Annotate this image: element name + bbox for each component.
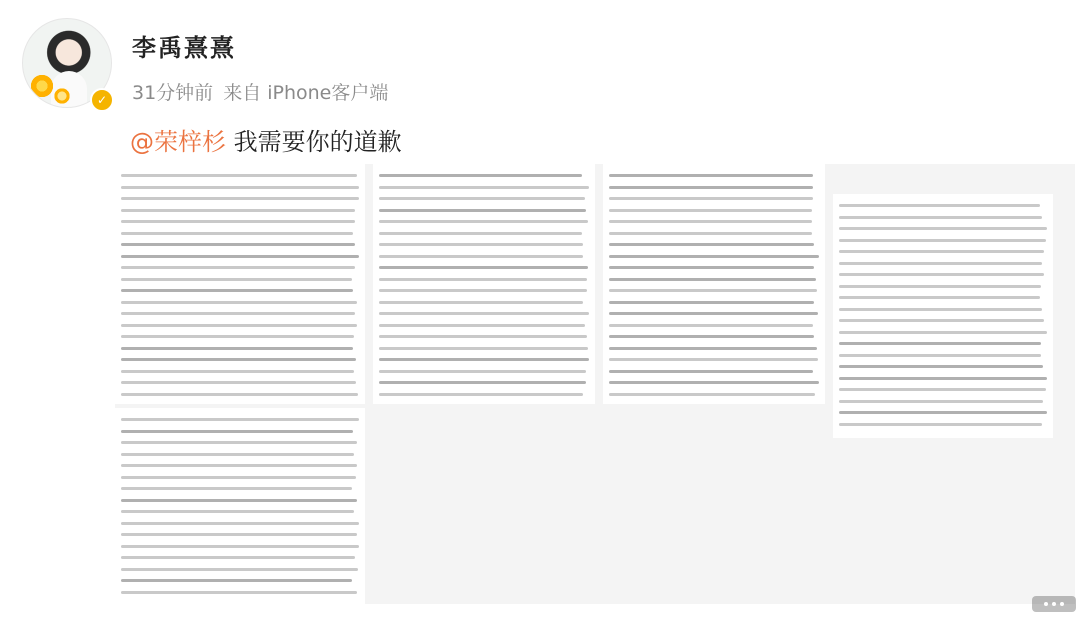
letter-text-line [379, 186, 589, 189]
letter-page [603, 164, 825, 404]
letter-text-line [121, 186, 359, 189]
letter-text-line [121, 453, 354, 456]
letter-text-line [839, 227, 1047, 230]
letter-text-line [609, 197, 813, 200]
more-dots-icon[interactable] [1032, 596, 1076, 612]
letter-text-line [121, 568, 358, 571]
letter-text-line [839, 400, 1043, 403]
letter-text-line [379, 301, 583, 304]
post-meta [132, 78, 388, 105]
letter-text-line [121, 533, 357, 536]
letter-text-line [839, 273, 1044, 276]
letter-text-line [609, 347, 817, 350]
letter-text-line [121, 430, 353, 433]
letter-text-line [839, 365, 1043, 368]
letter-text-line [121, 174, 357, 177]
letter-text-line [839, 377, 1047, 380]
letter-text-line [609, 301, 814, 304]
letter-text-line [609, 243, 814, 246]
letter-text-line [609, 232, 812, 235]
letter-text-line [839, 296, 1040, 299]
letter-text-line [609, 174, 813, 177]
letter-text-line [121, 499, 357, 502]
letter-text-line [121, 441, 357, 444]
letter-text-line [121, 476, 356, 479]
letter-text-line [839, 319, 1044, 322]
letter-text-line [121, 393, 358, 396]
letter-text-line [839, 285, 1041, 288]
letter-text-line [121, 522, 359, 525]
letter-text-line [609, 278, 816, 281]
letter-text-line [379, 370, 586, 373]
letter-text-line [379, 381, 586, 384]
letter-text-line [121, 381, 356, 384]
letter-text-line [839, 216, 1042, 219]
letter-text-line [121, 220, 355, 223]
post-source: 来自 iPhone客户端 [223, 82, 389, 104]
letter-text-line [121, 301, 357, 304]
mention-link[interactable]: @荣梓杉 [130, 128, 226, 156]
letter-text-line [839, 354, 1041, 357]
letter-text-line [121, 289, 353, 292]
letter-text-line [379, 312, 589, 315]
post-header [22, 18, 1072, 118]
letter-page [833, 194, 1053, 438]
post-body: 我需要你的道歉 [226, 128, 402, 156]
letter-text-line [121, 487, 352, 490]
attached-letter-image[interactable] [115, 164, 1075, 604]
letter-text-line [121, 335, 354, 338]
letter-text-line [379, 324, 585, 327]
letter-text-line [379, 289, 587, 292]
letter-text-line [839, 411, 1047, 414]
letter-text-line [121, 347, 353, 350]
letter-text-line [839, 331, 1047, 334]
letter-text-line [379, 220, 588, 223]
letter-text-line [379, 197, 585, 200]
letter-text-line [121, 209, 355, 212]
letter-text-line [121, 418, 359, 421]
letter-text-line [121, 197, 359, 200]
letter-text-line [121, 255, 359, 258]
letter-text-line [121, 370, 354, 373]
letter-text-line [379, 335, 587, 338]
post-text [130, 122, 402, 157]
verified-badge-icon: ✓ [90, 88, 114, 112]
letter-page [115, 164, 365, 404]
letter-text-line [379, 255, 583, 258]
letter-text-line [609, 209, 812, 212]
letter-text-line [121, 545, 359, 548]
letter-text-line [121, 579, 352, 582]
letter-text-line [839, 204, 1040, 207]
letter-text-line [609, 393, 815, 396]
letter-text-line [121, 312, 355, 315]
letter-text-line [121, 243, 355, 246]
letter-text-line [379, 232, 582, 235]
letter-text-line [121, 464, 357, 467]
letter-text-line [609, 220, 812, 223]
letter-text-line [121, 591, 357, 594]
letter-text-line [609, 370, 813, 373]
letter-text-line [839, 308, 1042, 311]
username[interactable]: 李禹熹熹 [132, 34, 236, 62]
flower-decoration [53, 87, 71, 105]
letter-text-line [379, 347, 588, 350]
letter-text-line [609, 312, 818, 315]
letter-text-line [379, 358, 589, 361]
flower-decoration [29, 73, 55, 99]
letter-text-line [609, 266, 814, 269]
letter-page [115, 408, 365, 604]
letter-text-line [609, 358, 818, 361]
letter-text-line [609, 186, 813, 189]
letter-text-line [121, 324, 357, 327]
letter-text-line [839, 342, 1041, 345]
letter-text-line [839, 250, 1044, 253]
letter-text-line [121, 510, 354, 513]
letter-page [373, 164, 595, 404]
letter-text-line [839, 423, 1042, 426]
letter-text-line [379, 393, 583, 396]
post-time[interactable]: 31分钟前 [132, 82, 214, 104]
letter-text-line [839, 239, 1046, 242]
letter-text-line [379, 174, 582, 177]
letter-text-line [379, 278, 587, 281]
letter-text-line [609, 381, 819, 384]
letter-text-line [609, 255, 819, 258]
letter-text-line [121, 232, 353, 235]
letter-text-line [379, 209, 586, 212]
letter-text-line [839, 388, 1046, 391]
letter-text-line [609, 289, 817, 292]
letter-text-line [121, 556, 355, 559]
letter-text-line [379, 243, 583, 246]
letter-text-line [609, 335, 814, 338]
letter-text-line [121, 358, 356, 361]
letter-text-line [609, 324, 813, 327]
letter-text-line [121, 266, 355, 269]
letter-text-line [379, 266, 588, 269]
letter-text-line [121, 278, 352, 281]
letter-text-line [839, 262, 1042, 265]
